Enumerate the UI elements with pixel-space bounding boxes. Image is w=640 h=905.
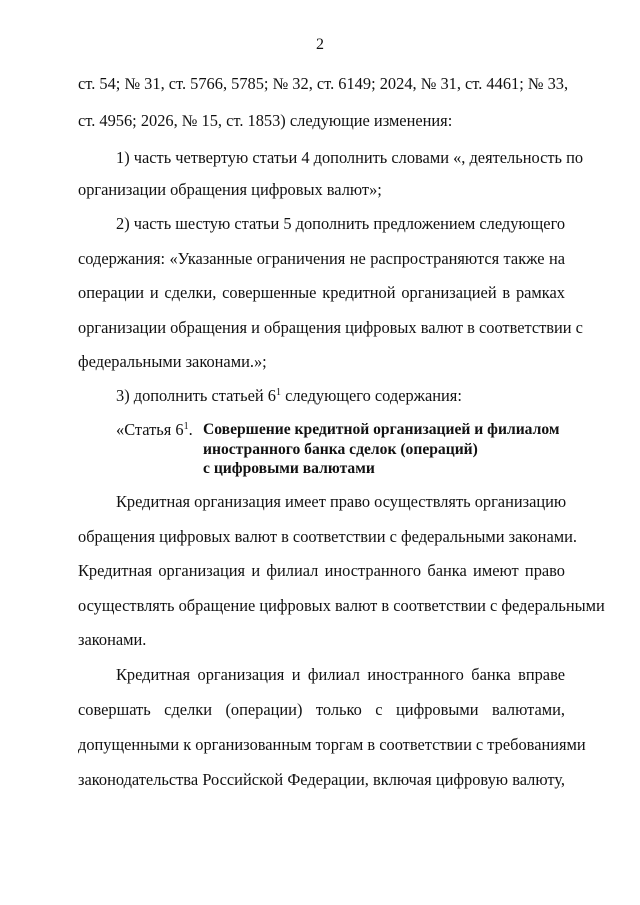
article-title-line-2: иностранного банка сделок (операций): [203, 441, 478, 458]
item1-line-2: организации обращения цифровых валют»;: [78, 180, 382, 199]
item3-text-before: 3) дополнить статьей 6: [116, 386, 276, 405]
intro-line-2: ст. 4956; 2026, № 15, ст. 1853) следующие изменения:: [78, 111, 453, 130]
item3-text-after: следующего содержания:: [280, 386, 462, 405]
item3-superscript: 1: [275, 387, 281, 398]
para2-line-3: допущенными к организованным торгам в соответствии с требованиями: [78, 735, 586, 754]
para1-line-5: законами.: [78, 630, 147, 649]
article-label: [116, 420, 193, 440]
para1-line-1: Кредитная организация имеет право осуществлять организацию: [116, 492, 567, 511]
article-label-dot: .: [188, 420, 193, 439]
para2-line-1: Кредитная организация и филиал иностранного банка вправе: [116, 665, 565, 684]
para1-line-3: Кредитная организация и филиал иностранного банка имеют право: [78, 561, 565, 580]
para1-line-4: осуществлять обращение цифровых валют в соответствии с федеральными: [78, 596, 605, 615]
item2-line-5: федеральными законами.»;: [78, 352, 267, 371]
item1-line-1: 1) часть четвертую статьи 4 дополнить словами «, деятельность по: [116, 148, 584, 167]
article-label-superscript: 1: [183, 421, 189, 432]
article-title-line-1: Совершение кредитной организацией и филиалом: [203, 421, 560, 438]
para2-line-2: совершать сделки (операции) только с цифровыми валютами,: [78, 700, 565, 719]
para1-line-2: обращения цифровых валют в соответствии с федеральными законами.: [78, 527, 577, 546]
item2-line-2: содержания: «Указанные ограничения не распространяются также на: [78, 249, 565, 268]
item2-line-3: операции и сделки, совершенные кредитной организацией в рамках: [78, 283, 565, 302]
item2-line-1: 2) часть шестую статьи 5 дополнить предложением следующего: [116, 214, 566, 233]
page-number: 2: [316, 36, 324, 53]
para2-line-4: законодательства Российской Федерации, включая цифровую валюту,: [78, 770, 565, 789]
item2-line-4: организации обращения и обращения цифровых валют в соответствии с: [78, 318, 583, 337]
article-label-text: «Статья 6: [116, 420, 184, 439]
item3-line: [116, 386, 565, 406]
article-title-line-3: с цифровыми валютами: [203, 460, 375, 477]
intro-line-1: ст. 54; № 31, ст. 5766, 5785; № 32, ст. 6149; 2024, № 31, ст. 4461; № 33,: [78, 74, 569, 93]
